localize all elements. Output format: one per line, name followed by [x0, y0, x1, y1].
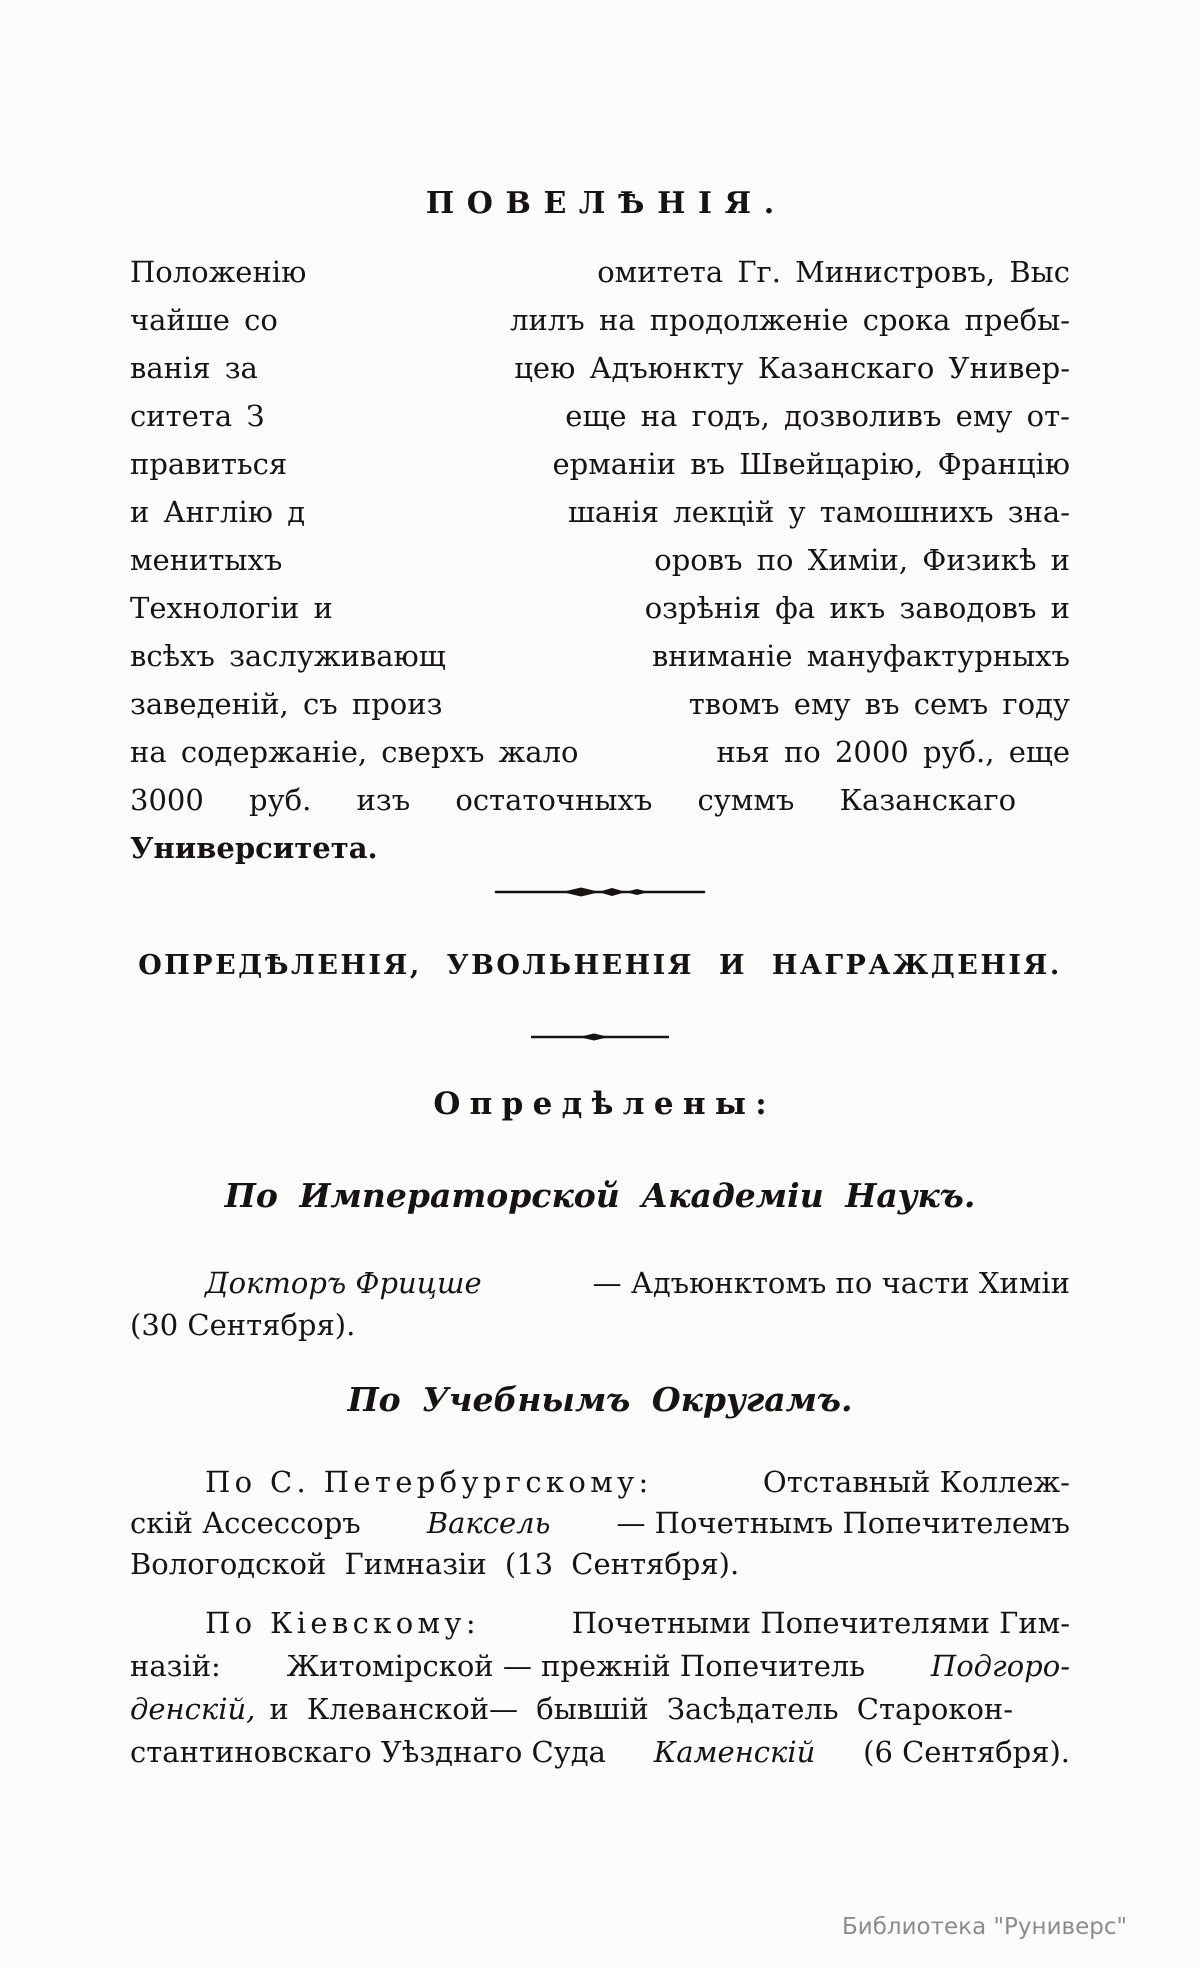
person-name: Докторъ Фрицше: [205, 1266, 482, 1300]
petersburg-paragraph: [130, 1462, 1070, 1585]
academy-date-line: (30 Сентября).: [130, 1308, 356, 1342]
ornamental-divider-icon: [494, 884, 706, 900]
academy-line: Докторъ Фрицше — Адъюнктомъ по части Химіи: [130, 1262, 1070, 1304]
kiev-line: денскій, и Клеванской— бывшій Засѣдатель Старокон-: [130, 1688, 1070, 1731]
person-name: Ваксель: [426, 1506, 551, 1540]
decree-line: ситета З еще на годъ, дозволивъ ему от-: [130, 399, 1070, 433]
petersburg-line: скій Ассессоръ Ваксель — Почетнымъ Попечителемъ: [130, 1503, 1070, 1544]
decree-line: 3000 руб. изъ остаточныхъ суммъ Казанскаго: [130, 783, 1017, 817]
decree-line: на содержаніе, сверхъ жало нья по 2000 руб., еще: [130, 735, 1070, 769]
kiev-line: По Кіевскому: Почетными Попечителями Гим-: [130, 1602, 1070, 1645]
person-name: Каменскій: [653, 1735, 816, 1769]
runiverse-watermark: Библиотека "Руниверс": [842, 1914, 1128, 1940]
person-name: Подгоро-: [930, 1649, 1070, 1683]
kiev-line: назій: Житомірской — прежній Попечитель Подгоро-: [130, 1645, 1070, 1688]
academy-heading: По Императорской Академіи Наукъ.: [224, 1176, 976, 1215]
small-divider: [0, 1032, 1200, 1042]
small-divider-icon: [529, 1032, 671, 1042]
decree-line: правиться ерманіи въ Швейцарію, Францію: [130, 447, 1070, 481]
appointed-heading: Опредѣлены:: [433, 1086, 776, 1122]
decree-line: ванія за цею Адъюнкту Казанскаго Универ-: [130, 351, 1070, 385]
petersburg-line: По С. Петербургскому: Отставный Коллеж-: [130, 1462, 1070, 1503]
ornamental-divider: [0, 884, 1200, 900]
decree-line: Технологіи и озрѣнія фа икъ заводовъ и: [130, 591, 1070, 625]
decree-line: менитыхъ оровъ по Химіи, Физикѣ и: [130, 543, 1070, 577]
academy-paragraph: [130, 1262, 1070, 1346]
decree-line: всѣхъ заслуживающ вниманіе мануфактурныхъ: [130, 639, 1070, 673]
decree-line: заведеній, съ произ твомъ ему въ семъ году: [130, 687, 1070, 721]
district-lead: По Кіевскому:: [205, 1606, 480, 1640]
decree-line: Университета.: [130, 831, 378, 865]
decree-line: Положенію омитета Гг. Министровъ, Выс: [130, 255, 1070, 289]
kiev-paragraph: [130, 1602, 1070, 1774]
kiev-line: стантиновскаго Уѣзднаго Суда Каменскій (6 Сентября).: [130, 1731, 1070, 1774]
decree-line: и Англію д шанія лекцій у тамошнихъ зна-: [130, 495, 1070, 529]
person-name: денскій,: [130, 1692, 256, 1726]
petersburg-line: Вологодской Гимназіи (13 Сентября).: [130, 1547, 740, 1581]
districts-heading: По Учебнымъ Округамъ.: [347, 1380, 853, 1419]
decree-line: чайше со лилъ на продолженіе срока пребы-: [130, 303, 1070, 337]
section-heading: ОПРЕДѢЛЕНІЯ, УВОЛЬНЕНІЯ И НАГРАЖДЕНІЯ.: [138, 950, 1062, 981]
district-lead: По С. Петербургскому:: [205, 1465, 653, 1499]
page-title: ПОВЕЛѢНІЯ.: [425, 186, 787, 221]
decree-paragraph: [130, 248, 1070, 872]
